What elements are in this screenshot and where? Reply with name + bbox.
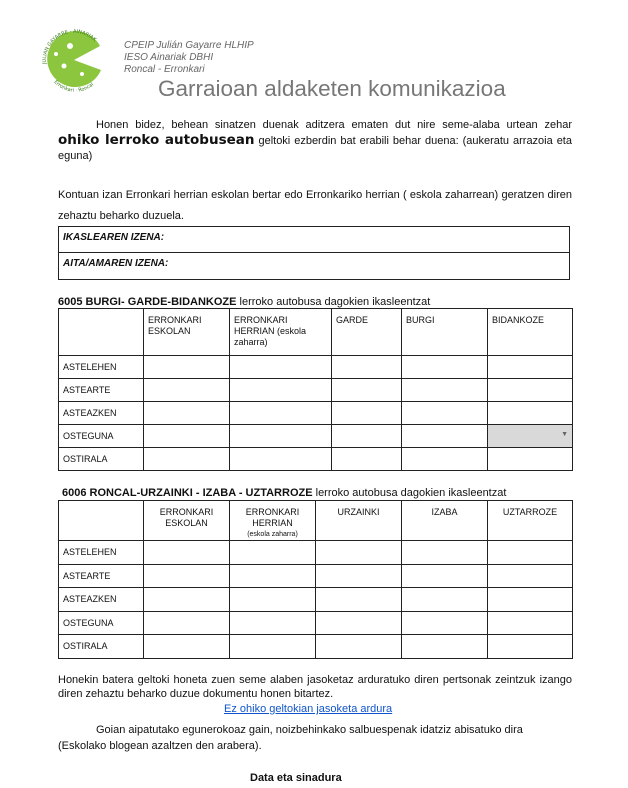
table-cell[interactable] — [402, 379, 488, 402]
col-header: IZABA — [402, 501, 488, 541]
col-header: UZTARROZE — [488, 501, 573, 541]
table-cell[interactable] — [488, 541, 573, 565]
table-cell[interactable] — [488, 588, 573, 612]
table-cell[interactable] — [402, 425, 488, 448]
signature-label: Data eta sinadura — [250, 772, 342, 784]
identity-table — [58, 226, 570, 280]
day-label: ASTEARTE — [59, 564, 144, 588]
table-cell[interactable] — [230, 425, 332, 448]
col-header: ERRONKARI ESKOLAN — [144, 309, 230, 356]
table-cell[interactable] — [144, 402, 230, 425]
day-label: OSTIRALA — [59, 448, 144, 471]
table-cell[interactable] — [402, 635, 488, 659]
section2-title-bold: 6006 RONCAL-URZAINKI - IZABA - UZTARROZE — [62, 487, 313, 499]
col-header: ERRONKARI HERRIAN (eskola zaharra) — [230, 309, 332, 356]
svg-text:Erronkari · Roncal: Erronkari · Roncal — [52, 79, 96, 94]
corner-cell — [59, 501, 144, 541]
table-cell[interactable] — [230, 541, 316, 565]
table-cell[interactable] — [488, 356, 573, 379]
table-cell[interactable] — [488, 379, 573, 402]
table-cell[interactable] — [144, 379, 230, 402]
page-title: Garraioan aldaketen komunikazioa — [158, 76, 506, 101]
table-cell[interactable] — [144, 541, 230, 565]
chevron-down-icon[interactable]: ▼ — [561, 431, 568, 438]
table-cell[interactable] — [402, 611, 488, 635]
day-label: ASTELEHEN — [59, 541, 144, 565]
table-cell[interactable] — [144, 588, 230, 612]
table-cell[interactable] — [488, 402, 573, 425]
day-label: OSTEGUNA — [59, 425, 144, 448]
student-name-field[interactable]: IKASLEAREN IZENA: — [59, 227, 569, 253]
table-cell[interactable] — [144, 611, 230, 635]
exceptions-note: Goian aipatutako egunerokoaz gain, noizbehinkako salbuespenak idatziz abisatuko dira (Eskolako blogean azaltzen den arabera). — [58, 724, 523, 752]
table-cell[interactable] — [402, 402, 488, 425]
note-paragraph: Kontuan izan Erronkari herrian eskolan bertar edo Erronkariko herrian ( eskola zaharrean) geratzen diren zehaztu beharko duzuela. — [58, 189, 572, 222]
intro-text-1: Honen bidez, behean sinatzen duenak aditzera ematen dut nire seme-alaba urtean zehar — [96, 119, 572, 131]
table-cell[interactable] — [316, 588, 402, 612]
section1-title — [58, 296, 430, 308]
dropdown-cell[interactable] — [488, 425, 573, 448]
school-logo — [40, 24, 108, 96]
table-cell[interactable] — [144, 564, 230, 588]
table-cell[interactable] — [402, 564, 488, 588]
table-cell[interactable] — [332, 448, 402, 471]
section2-title-rest: lerroko autobusa dagokien ikasleentzat — [315, 487, 507, 499]
table-cell[interactable] — [332, 356, 402, 379]
intro-text-2: geltoki ezberdin bat erabili behar duena: (aukeratu arrazoia eta eguna) — [58, 135, 572, 162]
section2-title — [62, 487, 506, 499]
table-cell[interactable] — [230, 588, 316, 612]
col-header: BURGI — [402, 309, 488, 356]
col-header — [230, 501, 316, 541]
svg-text:JULIAN GAYARRE · AINARIAK: JULIAN GAYARRE · AINARIAK — [41, 28, 98, 65]
table-cell[interactable] — [144, 635, 230, 659]
route-6005-table — [58, 308, 573, 471]
table-cell[interactable] — [230, 379, 332, 402]
route-6006-table — [58, 500, 573, 659]
section1-title-bold: 6005 BURGI- GARDE-BIDANKOZE — [58, 296, 237, 308]
table-cell[interactable] — [488, 448, 573, 471]
col-header: GARDE — [332, 309, 402, 356]
table-cell[interactable] — [332, 402, 402, 425]
col-header-main: ERRONKARI HERRIAN — [245, 507, 300, 528]
col-header: URZAINKI — [316, 501, 402, 541]
table-cell[interactable] — [316, 611, 402, 635]
pickup-responsibility-link[interactable]: Ez ohiko geltokian jasoketa ardura — [224, 703, 393, 715]
day-label: ASTEARTE — [59, 379, 144, 402]
table-cell[interactable] — [230, 611, 316, 635]
table-cell[interactable] — [230, 635, 316, 659]
org-line-1: CPEIP Julián Gayarre HLHIP — [124, 40, 254, 51]
col-header: BIDANKOZE — [488, 309, 573, 356]
intro-paragraph — [58, 118, 572, 164]
corner-cell — [59, 309, 144, 356]
intro-bold: ohiko lerroko autobusean — [58, 132, 255, 148]
table-cell[interactable] — [316, 564, 402, 588]
col-header-sub: (eskola zaharra) — [247, 531, 298, 538]
table-cell[interactable] — [316, 635, 402, 659]
responsible-note: Honekin batera geltoki honeta zuen seme alaben jasoketaz arduratuko diren pertsonak zeintzuk izango diren zehaztu beharko duzue dokumentu honen bitartez. — [58, 674, 572, 700]
day-label: ASTELEHEN — [59, 356, 144, 379]
table-cell[interactable] — [230, 402, 332, 425]
table-cell[interactable] — [144, 356, 230, 379]
table-cell[interactable] — [316, 541, 402, 565]
table-cell[interactable] — [488, 635, 573, 659]
section1-title-rest: lerroko autobusa dagokien ikasleentzat — [239, 296, 431, 308]
table-cell[interactable] — [332, 425, 402, 448]
table-cell[interactable] — [402, 541, 488, 565]
table-cell[interactable] — [144, 448, 230, 471]
day-label: OSTIRALA — [59, 635, 144, 659]
table-cell[interactable] — [402, 588, 488, 612]
table-cell[interactable] — [402, 448, 488, 471]
table-cell[interactable] — [488, 611, 573, 635]
table-cell[interactable] — [230, 356, 332, 379]
org-line-2: IESO Ainariak DBHI — [124, 52, 214, 63]
day-label: ASTEAZKEN — [59, 588, 144, 612]
table-cell[interactable] — [332, 379, 402, 402]
table-cell[interactable] — [144, 425, 230, 448]
table-cell[interactable] — [488, 564, 573, 588]
table-cell[interactable] — [402, 356, 488, 379]
table-cell[interactable] — [230, 564, 316, 588]
col-header: ERRONKARI ESKOLAN — [144, 501, 230, 541]
org-line-3: Roncal - Erronkari — [124, 64, 205, 75]
day-label: OSTEGUNA — [59, 611, 144, 635]
day-label: ASTEAZKEN — [59, 402, 144, 425]
table-cell[interactable] — [230, 448, 332, 471]
parent-name-field[interactable]: AITA/AMAREN IZENA: — [63, 258, 169, 269]
